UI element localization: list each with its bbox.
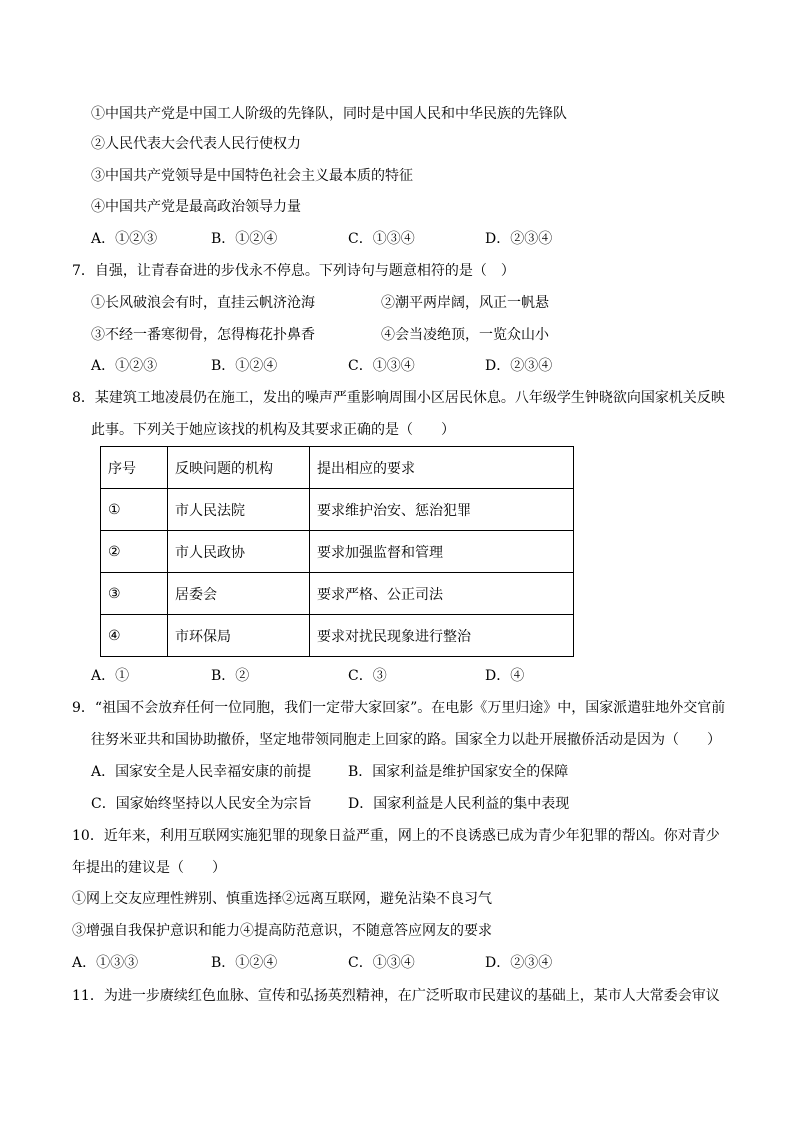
table-cell: 要求加强监督和管理 bbox=[310, 531, 574, 573]
table-cell: 市人民法院 bbox=[168, 489, 310, 531]
table-cell: 市人民政协 bbox=[168, 531, 310, 573]
table-cell: ① bbox=[101, 489, 168, 531]
q8-options bbox=[91, 666, 751, 686]
q6-item-2: ②人民代表大会代表人民行使权力 bbox=[91, 136, 301, 152]
q10-stem-line-1: 10．近年来，利用互联网实施犯罪的现象日益严重，网上的不良诱惑已成为青少年犯罪的帮凶。你对青少 bbox=[72, 828, 720, 844]
q8-stem-line-2: 此事。下列关于她应该找的机构及其要求正确的是（ ） bbox=[91, 422, 455, 438]
q10-options bbox=[72, 953, 732, 973]
table-row bbox=[101, 573, 574, 615]
q8-stem-line-1: 8．某建筑工地凌晨仍在施工，发出的噪声严重影响周围小区居民休息。八年级学生钟晓欲向国家机关反映 bbox=[72, 390, 725, 406]
q6-option-b[interactable]: B．①②④ bbox=[211, 231, 278, 247]
q11-stem-line-1: 11．为进一步赓续红色血脉、宣传和弘扬英烈精神，在广泛听取市民建议的基础上，某市人大常委会审议 bbox=[72, 988, 720, 1004]
q8-option-a[interactable]: A．① bbox=[91, 668, 130, 684]
q6-option-a[interactable]: A．①②③ bbox=[91, 231, 158, 247]
q6-options bbox=[91, 229, 751, 249]
table-cell: ④ bbox=[101, 615, 168, 657]
q9-options-row-1 bbox=[91, 762, 751, 782]
q7-option-a[interactable]: A．①②③ bbox=[91, 358, 158, 374]
table-cell: 要求维护治安、惩治犯罪 bbox=[310, 489, 574, 531]
table-row bbox=[101, 615, 574, 657]
table-header-row bbox=[101, 447, 574, 489]
q9-option-d[interactable]: D．国家利益是人民利益的集中表现 bbox=[348, 796, 570, 812]
q7-option-b[interactable]: B．①②④ bbox=[211, 358, 278, 374]
q6-item-3: ③中国共产党领导是中国特色社会主义最本质的特征 bbox=[91, 168, 413, 184]
q6-option-c[interactable]: C．①③④ bbox=[348, 231, 415, 247]
q7-stem: 7．自强，让青春奋进的步伐永不停息。下列诗句与题意相符的是（ ） bbox=[72, 263, 515, 279]
q7-option-d[interactable]: D．②③④ bbox=[485, 358, 553, 374]
q7-options bbox=[91, 356, 751, 376]
q10-option-d[interactable]: D．②③④ bbox=[485, 955, 553, 971]
q7-item-3: ③不经一番寒彻骨，怎得梅花扑鼻香 bbox=[91, 327, 315, 343]
table-cell: ② bbox=[101, 531, 168, 573]
table-header-cell: 反映问题的机构 bbox=[168, 447, 310, 489]
q9-options-row-2 bbox=[91, 794, 751, 814]
q9-option-b[interactable]: B．国家利益是维护国家安全的保障 bbox=[348, 764, 569, 780]
table-header-cell: 序号 bbox=[101, 447, 168, 489]
q9-stem-line-1: 9．“祖国不会放弃任何一位同胞，我们一定带大家回家”。在电影《万里归途》中，国家派遣驻地外交官前 bbox=[72, 700, 726, 716]
q10-items-line-2: ③增强自我保护意识和能力④提高防范意识，不随意答应网友的要求 bbox=[72, 923, 492, 939]
q6-item-4: ④中国共产党是最高政治领导力量 bbox=[91, 199, 301, 215]
q8-table bbox=[100, 446, 574, 657]
q10-option-a[interactable]: A．①③③ bbox=[72, 955, 139, 971]
table-cell: 市环保局 bbox=[168, 615, 310, 657]
q6-option-d[interactable]: D．②③④ bbox=[485, 231, 553, 247]
q7-item-4: ④会当凌绝顶，一览众山小 bbox=[381, 327, 549, 343]
q6-item-1: ①中国共产党是中国工人阶级的先锋队，同时是中国人民和中华民族的先锋队 bbox=[91, 106, 567, 122]
table-cell: 居委会 bbox=[168, 573, 310, 615]
q7-item-1: ①长风破浪会有时，直挂云帆济沧海 bbox=[91, 295, 315, 311]
table-cell: 要求严格、公正司法 bbox=[310, 573, 574, 615]
table-header-cell: 提出相应的要求 bbox=[310, 447, 574, 489]
q10-items-line-1: ①网上交友应理性辨别、慎重选择②远离互联网，避免沾染不良习气 bbox=[72, 891, 492, 907]
q9-stem-line-2: 往努米亚共和国协助撤侨，坚定地带领同胞走上回家的路。国家全力以赴开展撤侨活动是因为（ ） bbox=[91, 732, 721, 748]
q7-option-c[interactable]: C．①③④ bbox=[348, 358, 415, 374]
table-cell: ③ bbox=[101, 573, 168, 615]
table-row bbox=[101, 531, 574, 573]
q8-option-c[interactable]: C．③ bbox=[348, 668, 387, 684]
q9-option-c[interactable]: C．国家始终坚持以人民安全为宗旨 bbox=[91, 796, 312, 812]
q7-item-2: ②潮平两岸阔，风正一帆悬 bbox=[381, 295, 549, 311]
q10-stem-line-2: 年提出的建议是（ ） bbox=[72, 860, 226, 876]
table-cell: 要求对扰民现象进行整治 bbox=[310, 615, 574, 657]
q9-option-a[interactable]: A．国家安全是人民幸福安康的前提 bbox=[91, 764, 312, 780]
q8-option-b[interactable]: B．② bbox=[211, 668, 250, 684]
q10-option-c[interactable]: C．①③④ bbox=[348, 955, 415, 971]
q10-option-b[interactable]: B．①②④ bbox=[211, 955, 278, 971]
table-row bbox=[101, 489, 574, 531]
q8-option-d[interactable]: D．④ bbox=[485, 668, 525, 684]
